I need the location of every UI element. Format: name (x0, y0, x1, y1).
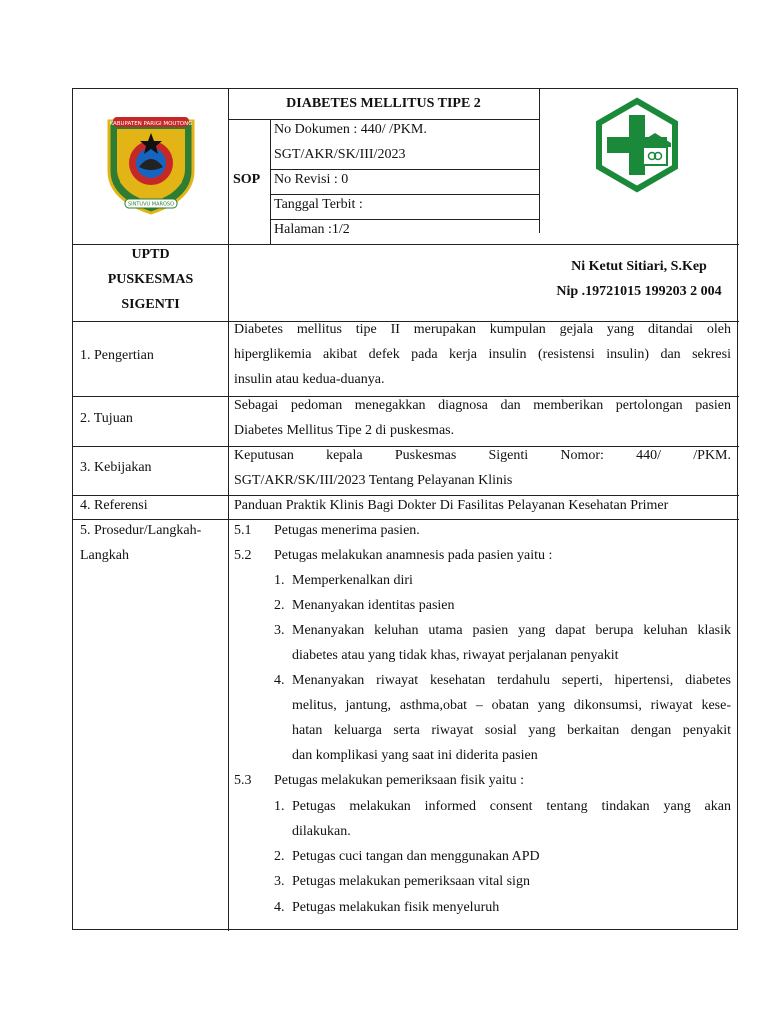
list-item-text: Petugas melakukan informed consent tentang tindakan yang akan (292, 799, 731, 814)
grid-line (228, 89, 229, 931)
list-item-text: Menanyakan riwayat kesehatan terdahulu seperti, hipertensi, diabetes (292, 673, 731, 688)
step-text: Petugas melakukan pemeriksaan fisik yaitu : (274, 773, 524, 788)
step-text: Petugas menerima pasien. (274, 523, 420, 538)
grid-line (270, 119, 271, 244)
section-label-prosedur-cont: Langkah (80, 548, 129, 563)
list-item-text: Petugas melakukan fisik menyeluruh (292, 900, 500, 915)
org-name-line2: PUSKESMAS (107, 272, 194, 287)
sop-label: SOP (233, 172, 261, 187)
list-item-number: 3. (274, 623, 285, 638)
revision-number: No Revisi : 0 (274, 172, 349, 187)
puskesmas-cross-icon (589, 97, 685, 193)
emblem-text-top: KABUPATEN PARIGI MOUTONG (109, 121, 193, 127)
list-item-text: hatan keluarga serta riwayat sosial yang berkaitan dengan penyakit (292, 723, 731, 738)
document-title: DIABETES MELLITUS TIPE 2 (286, 96, 481, 111)
regency-emblem-icon (103, 111, 199, 215)
list-item-text: Petugas melakukan pemeriksaan vital sign (292, 874, 530, 889)
list-item-text: Memperkenalkan diri (292, 573, 413, 588)
list-item-number: 2. (274, 598, 285, 613)
kebijakan-line: SGT/AKR/SK/III/2023 Tentang Pelayanan Klinis (234, 473, 513, 488)
signer-name: Ni Ketut Sitiari, S.Kep (571, 259, 707, 274)
doc-number-line1: No Dokumen : 440/ /PKM. (274, 122, 427, 137)
section-label-referensi: 4. Referensi (80, 498, 148, 513)
grid-line (539, 89, 540, 233)
list-item-text: Menanyakan identitas pasien (292, 598, 455, 613)
pengertian-line: hiperglikemia akibat defek pada kerja insulin (resistensi insulin) dan sekresi (234, 347, 731, 362)
org-name-line1: UPTD (131, 247, 170, 262)
pengertian-line: Diabetes mellitus tipe II merupakan kumpulan gejala yang ditandai oleh (234, 322, 731, 337)
referensi-line: Panduan Praktik Klinis Bagi Dokter Di Fasilitas Pelayanan Kesehatan Primer (234, 498, 669, 513)
issue-date: Tanggal Terbit : (274, 197, 363, 212)
list-item-number: 1. (274, 573, 285, 588)
pengertian-line: insulin atau kedua-duanya. (234, 372, 385, 387)
page-number: Halaman :1/2 (274, 222, 350, 237)
emblem-text-bottom: SINTUVU MAROSO (127, 201, 175, 208)
list-item-number: 4. (274, 900, 285, 915)
step-number: 5.3 (234, 773, 252, 788)
puskesmas-logo (589, 97, 685, 193)
signer-nip: Nip .19721015 199203 2 004 (556, 284, 722, 299)
list-item-text: diabetes atau yang tidak khas, riwayat perjalanan penyakit (292, 648, 619, 663)
list-item-text: dan komplikasi yang saat ini diderita pasien (292, 748, 538, 763)
regency-emblem-logo (103, 111, 199, 215)
list-item-text: Menanyakan keluhan utama pasien yang dapat berupa keluhan klasik (292, 623, 731, 638)
section-label-pengertian: 1. Pengertian (80, 348, 154, 363)
kebijakan-line: Keputusan kepala Puskesmas Sigenti Nomor: 440/ /PKM. (234, 448, 731, 463)
list-item-text: dilakukan. (292, 824, 351, 839)
list-item-text: melitus, jantung, asthma,obat – obatan yang dikonsumsi, riwayat kese- (292, 698, 731, 713)
section-label-prosedur: 5. Prosedur/Langkah- (80, 523, 202, 538)
section-label-tujuan: 2. Tujuan (80, 411, 133, 426)
sop-document-frame (72, 88, 738, 930)
doc-number-line2: SGT/AKR/SK/III/2023 (274, 147, 406, 162)
list-item-number: 1. (274, 799, 285, 814)
step-number: 5.1 (234, 523, 252, 538)
tujuan-line: Sebagai pedoman menegakkan diagnosa dan memberikan pertolongan pasien (234, 398, 731, 413)
step-number: 5.2 (234, 548, 252, 563)
tujuan-line: Diabetes Mellitus Tipe 2 di puskesmas. (234, 423, 455, 438)
step-text: Petugas melakukan anamnesis pada pasien yaitu : (274, 548, 553, 563)
list-item-number: 3. (274, 874, 285, 889)
list-item-number: 4. (274, 673, 285, 688)
section-label-kebijakan: 3. Kebijakan (80, 460, 152, 475)
list-item-text: Petugas cuci tangan dan menggunakan APD (292, 849, 540, 864)
list-item-number: 2. (274, 849, 285, 864)
org-name-line3: SIGENTI (121, 297, 180, 312)
